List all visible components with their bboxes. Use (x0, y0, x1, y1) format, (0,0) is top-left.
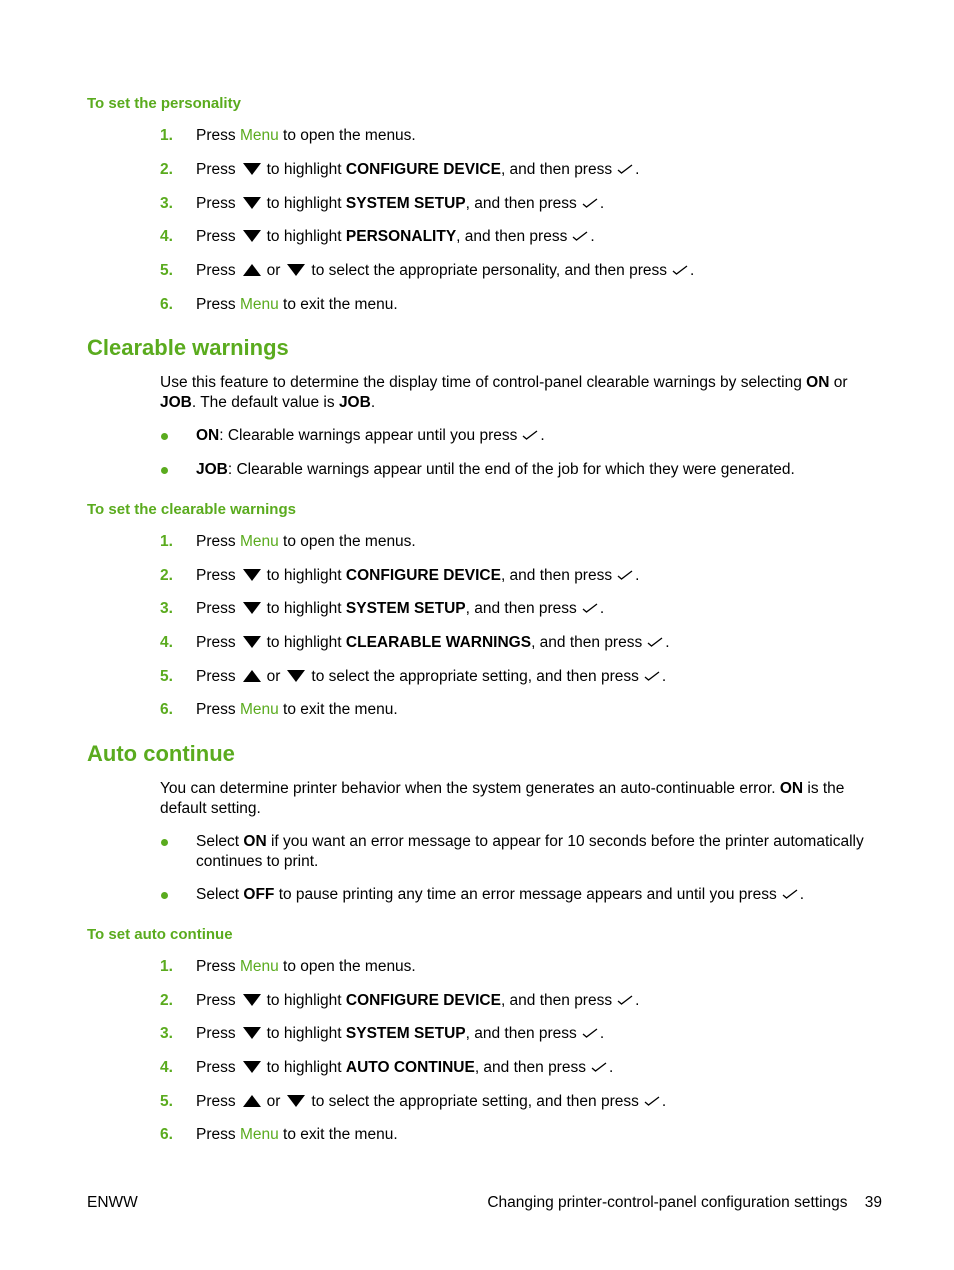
clearable-step-1 (160, 532, 885, 552)
step-text: Press (196, 195, 236, 212)
step-text: , and then press (531, 634, 643, 651)
auto-bullet-off (160, 885, 885, 905)
step-number: 6. (160, 296, 173, 313)
step-text: , and then press (465, 600, 577, 617)
menu-button-label: Menu (239, 1126, 279, 1143)
step-number: 5. (160, 262, 173, 279)
bullet-bold: JOB (196, 461, 228, 478)
menu-button-label: Menu (239, 533, 279, 550)
menu-item-name: AUTO CONTINUE (345, 1059, 475, 1076)
step-text: Press (196, 567, 236, 584)
intro-text: or (829, 374, 848, 391)
auto-continue-heading: Auto continue (87, 741, 235, 766)
step-period: . (635, 992, 640, 1009)
menu-item-name: PERSONALITY (345, 228, 457, 245)
step-period: . (599, 195, 605, 212)
checkmark-icon (591, 1062, 607, 1072)
step-period: . (665, 634, 670, 651)
personality-step-1 (160, 126, 885, 146)
step-text: , and then press (500, 567, 613, 584)
step-period: . (590, 228, 595, 245)
step-text: Press (196, 600, 236, 617)
step-text: to open the menus. (283, 127, 416, 144)
clearable-step-3 (160, 599, 885, 619)
step-text: Press (196, 1126, 236, 1143)
step-number: 1. (160, 127, 173, 144)
step-text: , and then press (465, 1025, 577, 1042)
checkmark-icon (522, 430, 538, 440)
bullet-period: . (540, 427, 545, 444)
personality-step-4 (160, 227, 885, 247)
step-text: to highlight (266, 195, 342, 212)
personality-step-6 (160, 295, 885, 315)
step-number: 4. (160, 634, 173, 651)
footer-title: Changing printer-control-panel configuration settings (487, 1194, 848, 1211)
step-text: , and then press (500, 992, 613, 1009)
step-number: 6. (160, 1126, 173, 1143)
menu-button-label: Menu (239, 296, 279, 313)
checkmark-icon (782, 889, 798, 899)
down-arrow-icon (243, 230, 261, 242)
bullet-text: to pause printing any time an error message appears and until you press (274, 886, 777, 903)
step-text: to highlight (266, 600, 342, 617)
down-arrow-icon (287, 670, 305, 682)
down-arrow-icon (287, 1095, 305, 1107)
step-text: Press (196, 296, 236, 313)
clearable-subheading: To set the clearable warnings (87, 501, 296, 518)
bullet-text: : Clearable warnings appear until the end of the job for which they were generated. (227, 461, 795, 478)
step-text: to highlight (266, 992, 342, 1009)
clearable-intro-paragraph (160, 373, 885, 412)
down-arrow-icon (243, 569, 261, 581)
bullet-bold: ON (243, 833, 267, 850)
step-text: Press (196, 161, 236, 178)
step-text: to highlight (266, 1059, 342, 1076)
checkmark-icon (582, 603, 598, 613)
down-arrow-icon (243, 636, 261, 648)
bullet-text: Select (196, 886, 244, 903)
auto-step-5 (160, 1092, 885, 1112)
step-text: to open the menus. (283, 533, 416, 550)
clearable-bullet-job (160, 460, 885, 480)
intro-bold: JOB (338, 393, 371, 411)
menu-button-label: Menu (239, 127, 279, 144)
step-text: to select the appropriate setting, and then press (311, 668, 639, 685)
clearable-step-6 (160, 700, 885, 720)
checkmark-icon (647, 637, 663, 647)
step-text: or (266, 262, 281, 279)
auto-bullet-on (160, 832, 885, 872)
step-text: Press (196, 634, 236, 651)
menu-item-name: CONFIGURE DEVICE (345, 161, 501, 178)
step-text: to select the appropriate personality, and then press (311, 262, 667, 279)
bullet-text: Select (196, 833, 244, 850)
step-text: , and then press (456, 228, 568, 245)
step-text: to highlight (266, 634, 342, 651)
step-text: , and then press (465, 195, 577, 212)
step-period: . (635, 161, 640, 178)
step-period: . (690, 262, 695, 279)
personality-step-3 (160, 194, 885, 214)
step-number: 2. (160, 567, 173, 584)
step-text: to highlight (266, 228, 342, 245)
step-text: to exit the menu. (283, 296, 398, 313)
step-text: Press (196, 262, 236, 279)
intro-text: is the default setting. (160, 780, 845, 817)
personality-subheading: To set the personality (87, 95, 241, 112)
step-text: to select the appropriate setting, and then press (311, 1093, 639, 1110)
bullet-dot-icon (161, 467, 168, 474)
step-number: 2. (160, 161, 173, 178)
auto-step-4 (160, 1058, 885, 1078)
personality-step-2 (160, 160, 885, 180)
checkmark-icon (617, 995, 633, 1005)
step-number: 3. (160, 1025, 173, 1042)
step-number: 4. (160, 228, 173, 245)
step-text: Press (196, 668, 236, 685)
checkmark-icon (672, 265, 688, 275)
bullet-bold: OFF (243, 886, 275, 903)
menu-button-label: Menu (239, 701, 279, 718)
bullet-period: . (799, 886, 805, 903)
down-arrow-icon (243, 163, 261, 175)
step-text: Press (196, 992, 236, 1009)
intro-bold: ON (779, 780, 804, 797)
step-number: 1. (160, 958, 173, 975)
step-period: . (635, 567, 640, 584)
checkmark-icon (582, 1028, 598, 1038)
clearable-step-5 (160, 667, 885, 687)
step-text: Press (196, 127, 236, 144)
bullet-dot-icon (161, 433, 168, 440)
personality-step-5 (160, 261, 885, 281)
auto-step-3 (160, 1024, 885, 1044)
step-text: to highlight (266, 161, 342, 178)
footer-left: ENWW (87, 1194, 138, 1211)
checkmark-icon (582, 198, 598, 208)
page-number: 39 (864, 1194, 882, 1211)
up-arrow-icon (243, 670, 261, 682)
bullet-text: if you want an error message to appear for 10 seconds before the printer automatically continues to print. (196, 833, 864, 870)
down-arrow-icon (243, 197, 261, 209)
auto-step-6 (160, 1125, 885, 1145)
step-number: 5. (160, 668, 173, 685)
step-text: to highlight (266, 1025, 342, 1042)
clearable-step-2 (160, 566, 885, 586)
bullet-bold: ON (196, 427, 220, 444)
intro-text: You can determine printer behavior when the system generates an auto-continuable error. (160, 780, 780, 797)
step-number: 4. (160, 1059, 173, 1076)
intro-text: . The default value is (191, 393, 339, 411)
intro-text: Use this feature to determine the display time of control-panel clearable warnings by selecting (160, 374, 807, 391)
up-arrow-icon (243, 264, 261, 276)
down-arrow-icon (287, 264, 305, 276)
bullet-text: : Clearable warnings appear until you press (219, 427, 518, 444)
intro-text: . (370, 393, 376, 411)
step-text: to highlight (266, 567, 342, 584)
checkmark-icon (617, 164, 633, 174)
menu-item-name: SYSTEM SETUP (345, 1025, 466, 1042)
menu-item-name: CONFIGURE DEVICE (345, 567, 501, 584)
menu-item-name: SYSTEM SETUP (345, 195, 466, 212)
clearable-step-4 (160, 633, 885, 653)
step-text: Press (196, 228, 236, 245)
auto-subheading: To set auto continue (87, 926, 233, 943)
menu-button-label: Menu (239, 958, 279, 975)
step-number: 1. (160, 533, 173, 550)
step-text: to exit the menu. (283, 1126, 398, 1143)
intro-bold: JOB (160, 393, 192, 411)
bullet-dot-icon (161, 892, 168, 899)
down-arrow-icon (243, 994, 261, 1006)
footer-right (487, 1194, 882, 1212)
step-number: 3. (160, 600, 173, 617)
clearable-bullet-on (160, 426, 885, 446)
step-text: Press (196, 1059, 236, 1076)
auto-step-2 (160, 991, 885, 1011)
step-period: . (661, 668, 667, 685)
checkmark-icon (572, 231, 588, 241)
clearable-warnings-heading: Clearable warnings (87, 335, 289, 360)
menu-item-name: CLEARABLE WARNINGS (345, 634, 532, 651)
up-arrow-icon (243, 1095, 261, 1107)
step-text: , and then press (500, 161, 613, 178)
step-text: Press (196, 1093, 236, 1110)
checkmark-icon (644, 671, 660, 681)
down-arrow-icon (243, 1061, 261, 1073)
checkmark-icon (644, 1096, 660, 1106)
down-arrow-icon (243, 1027, 261, 1039)
auto-intro-paragraph (160, 779, 885, 818)
step-period: . (599, 600, 605, 617)
step-text: Press (196, 701, 236, 718)
menu-item-name: CONFIGURE DEVICE (345, 992, 501, 1009)
auto-step-1 (160, 957, 885, 977)
intro-bold: ON (806, 374, 830, 391)
step-number: 3. (160, 195, 173, 212)
bullet-dot-icon (161, 839, 168, 846)
step-text: to exit the menu. (283, 701, 398, 718)
step-text: Press (196, 958, 236, 975)
step-text: , and then press (474, 1059, 586, 1076)
down-arrow-icon (243, 602, 261, 614)
step-period: . (661, 1093, 667, 1110)
step-period: . (599, 1025, 605, 1042)
step-text: to open the menus. (283, 958, 416, 975)
step-text: or (266, 668, 281, 685)
menu-item-name: SYSTEM SETUP (345, 600, 466, 617)
step-number: 6. (160, 701, 173, 718)
step-text: Press (196, 1025, 236, 1042)
step-number: 5. (160, 1093, 173, 1110)
step-text: Press (196, 533, 236, 550)
checkmark-icon (617, 570, 633, 580)
step-period: . (608, 1059, 614, 1076)
step-text: or (266, 1093, 281, 1110)
step-number: 2. (160, 992, 173, 1009)
